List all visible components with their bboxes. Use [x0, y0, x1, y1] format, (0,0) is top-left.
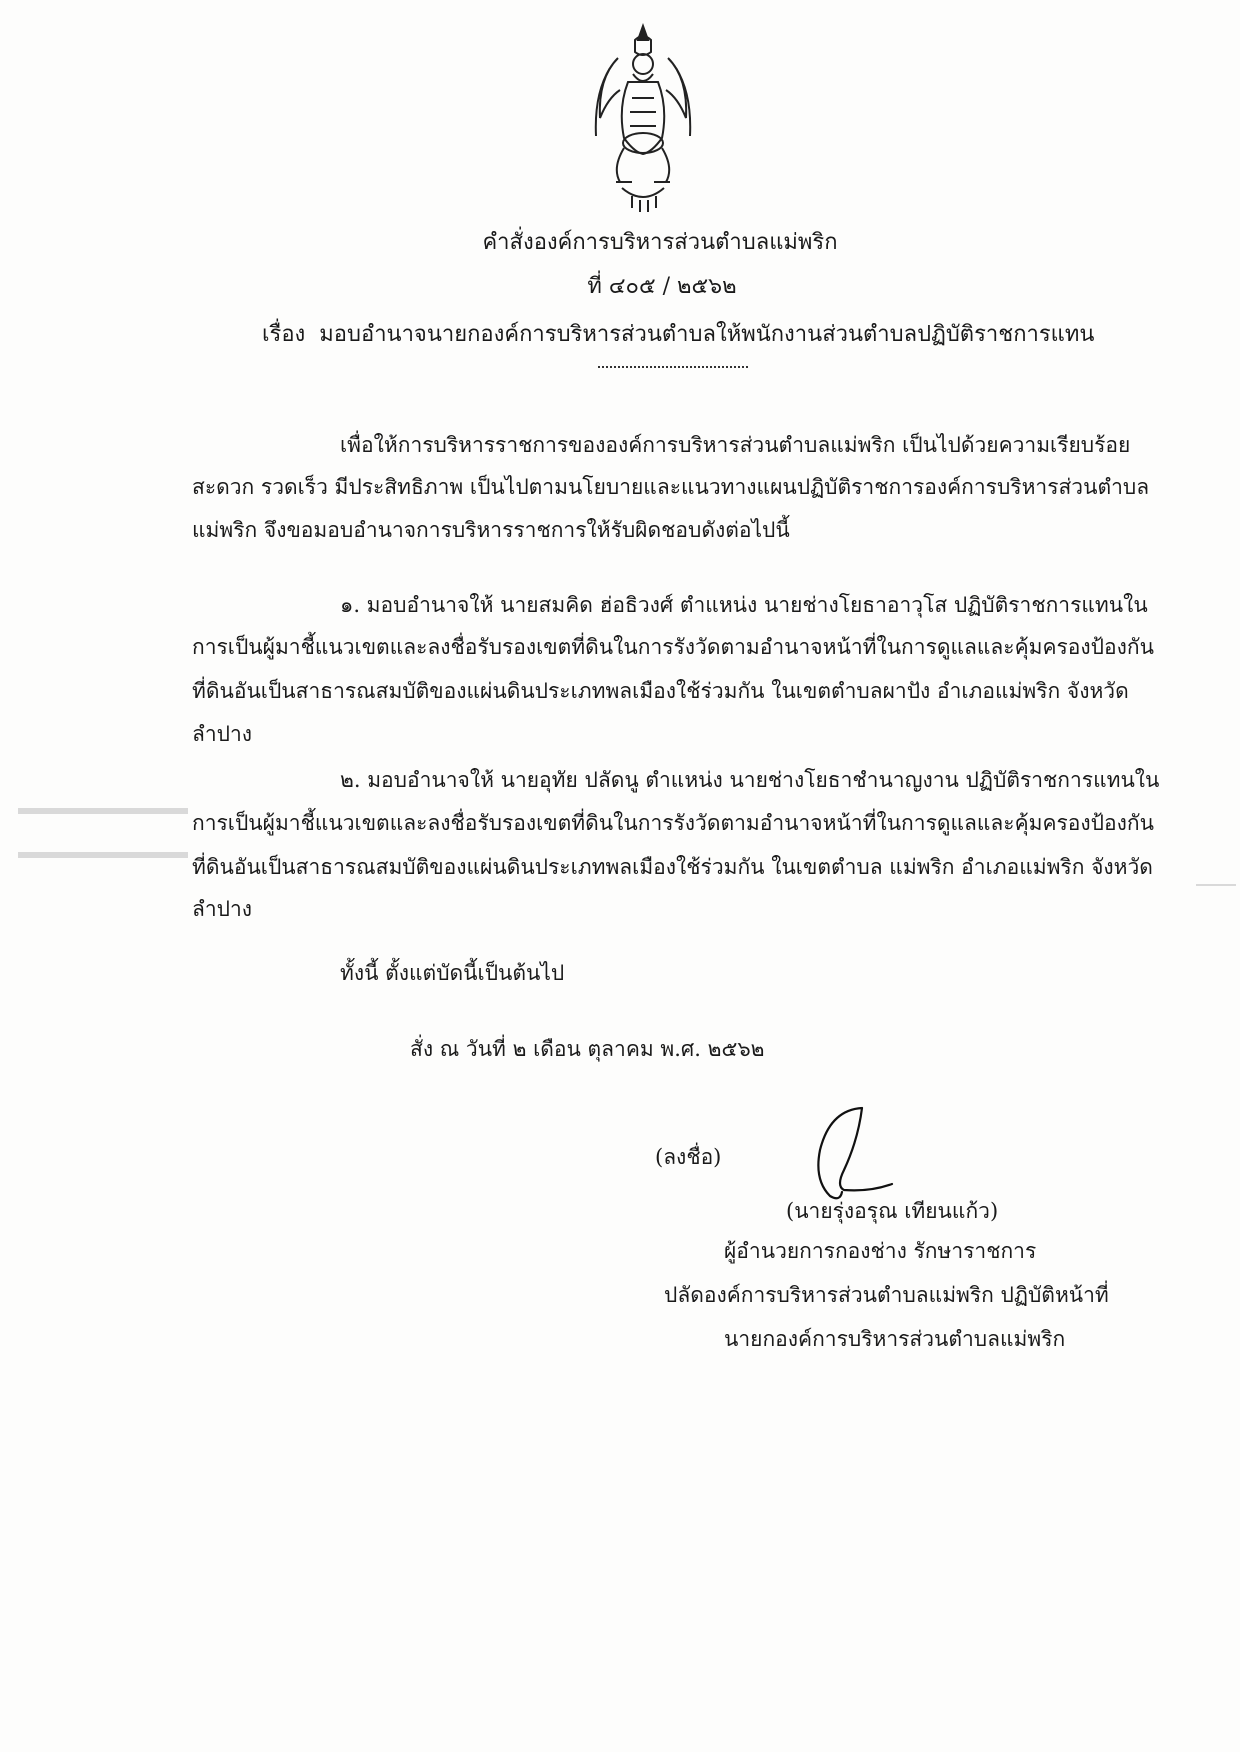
signer-position: ผู้อำนวยการกองช่าง รักษาราชการ: [724, 1239, 1037, 1263]
subject-label: เรื่อง: [262, 322, 306, 347]
sign-label: (ลงชื่อ): [655, 1145, 722, 1169]
signer-position: นายกองค์การบริหารส่วนตำบลแม่พริก: [724, 1327, 1066, 1351]
garuda-emblem-icon: [588, 18, 698, 218]
intro-line: เพื่อให้การบริหารราชการขององค์การบริหารส่วนตำบลแม่พริก เป็นไปด้วยความเรียบร้อย: [340, 433, 1131, 457]
item2-line: การเป็นผู้มาชี้แนวเขตและลงชื่อรับรองเขตที่ดินในการรังวัดตามอำนาจหน้าที่ในการดูแลและคุ้มครองป้องกัน: [192, 811, 1154, 835]
item2-line: ลำปาง: [192, 897, 253, 921]
scan-artifact: [1196, 884, 1236, 886]
subject-line: [262, 316, 1094, 351]
scan-artifact: [18, 852, 188, 858]
subject-text: มอบอำนาจนายกองค์การบริหารส่วนตำบลให้พนักงานส่วนตำบลปฏิบัติราชการแทน: [319, 322, 1095, 347]
order-title: คำสั่งองค์การบริหารส่วนตำบลแม่พริก: [482, 230, 838, 255]
signer-name: (นายรุ่งอรุณ เทียนแก้ว): [786, 1199, 999, 1223]
intro-line: สะดวก รวดเร็ว มีประสิทธิภาพ เป็นไปตามนโยบายและแนวทางแผนปฏิบัติราชการองค์การบริหารส่วนตำบล: [192, 475, 1150, 499]
separator-dots: [598, 366, 748, 368]
item1-line: ๑. มอบอำนาจให้ นายสมคิด ฮ่อธิวงศ์ ตำแหน่ง นายช่างโยธาอาวุโส ปฏิบัติราชการแทนใน: [340, 593, 1148, 617]
scan-artifact: [18, 808, 188, 814]
order-date: สั่ง ณ วันที่ ๒ เดือน ตุลาคม พ.ศ. ๒๕๖๒: [410, 1037, 765, 1061]
order-number: ที่ ๔๐๕ / ๒๕๖๒: [587, 274, 737, 299]
item1-line: ลำปาง: [192, 722, 253, 746]
item1-line: การเป็นผู้มาชี้แนวเขตและลงชื่อรับรองเขตที่ดินในการรังวัดตามอำนาจหน้าที่ในการดูแลและคุ้มครองป้องกัน: [192, 635, 1154, 659]
item2-line: ที่ดินอันเป็นสาธารณสมบัติของแผ่นดินประเภทพลเมืองใช้ร่วมกัน ในเขตตำบล แม่พริก อำเภอแม่พริก จังหวัด: [192, 855, 1153, 879]
effective-clause: ทั้งนี้ ตั้งแต่บัดนี้เป็นต้นไป: [340, 961, 565, 985]
item2-line: ๒. มอบอำนาจให้ นายอุทัย ปลัดนู ตำแหน่ง นายช่างโยธาชำนาญงาน ปฏิบัติราชการแทนใน: [340, 768, 1160, 792]
signer-position: ปลัดองค์การบริหารส่วนตำบลแม่พริก ปฏิบัติหน้าที่: [664, 1283, 1109, 1307]
intro-line: แม่พริก จึงขอมอบอำนาจการบริหารราชการให้รับผิดชอบดังต่อไปนี้: [192, 518, 790, 542]
item1-line: ที่ดินอันเป็นสาธารณสมบัติของแผ่นดินประเภทพลเมืองใช้ร่วมกัน ในเขตตำบลผาปัง อำเภอแม่พริก จังหวัด: [192, 679, 1129, 703]
